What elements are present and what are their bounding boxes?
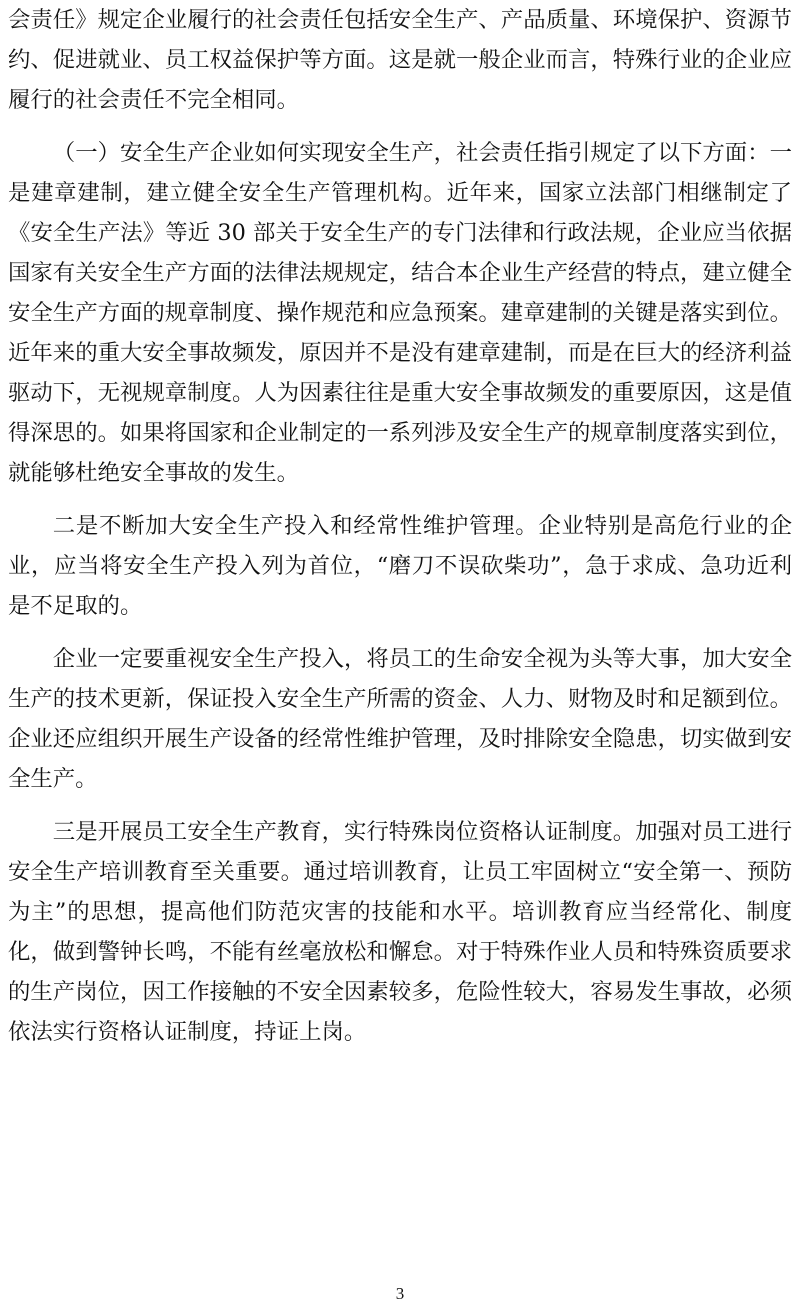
document-page [8, 0, 792, 1052]
paragraph-investment: 二是不断加大安全生产投入和经常性维护管理。企业特别是高危行业的企业，应当将安全生产投入列为首位，“磨刀不误砍柴功”，急于求成、急功近利是不足取的。 [8, 513, 792, 619]
paragraph-education: 三是开展员工安全生产教育，实行特殊岗位资格认证制度。加强对员工进行安全生产培训教育至关重要。通过培训教育，让员工牢固树立“安全第一、预防为主”的思想，提高他们防范灾害的技能和水平。培训教育应当经常化、制度化，做到警钟长鸣，不能有丝毫放松和懈怠。对于特殊作业人员和特殊资质要求的生产岗位，因工作接触的不安全因素较多，危险性较大，容易发生事故，必须依法实行资格认证制度，持证上岗。 [8, 819, 792, 1045]
paragraph-safety-production: （一）安全生产企业如何实现安全生产，社会责任指引规定了以下方面：一是建章建制，建立健全安全生产管理机构。近年来，国家立法部门相继制定了《安全生产法》等近 30 部关于安全生产的专门法律和行政法规，企业应当依据国家有关安全生产方面的法律法规规定，结合本企业生产经营的特点，建立健全安全生产方面的规章制度、操作规范和应急预案。建章建制的关键是落实到位。近年来的重大安全事故频发，原因并不是没有建章建制，而是在巨大的经济利益驱动下，无视规章制度。人为因素往往是重大安全事故频发的重要原因，这是值得深思的。如果将国家和企业制定的一系列涉及安全生产的规章制度落实到位，就能够杜绝安全事故的发生。 [8, 140, 792, 486]
paragraph-continued: 会责任》规定企业履行的社会责任包括安全生产、产品质量、环境保护、资源节约、促进就业、员工权益保护等方面。这是就一般企业而言，特殊行业的企业应履行的社会责任不完全相同。 [8, 7, 792, 113]
page-number: 3 [395, 1284, 405, 1303]
paragraph-investment-detail: 企业一定要重视安全生产投入，将员工的生命安全视为头等大事，加大安全生产的技术更新，保证投入安全生产所需的资金、人力、财物及时和足额到位。企业还应组织开展生产设备的经常性维护管理，及时排除安全隐患，切实做到安全生产。 [8, 646, 792, 792]
